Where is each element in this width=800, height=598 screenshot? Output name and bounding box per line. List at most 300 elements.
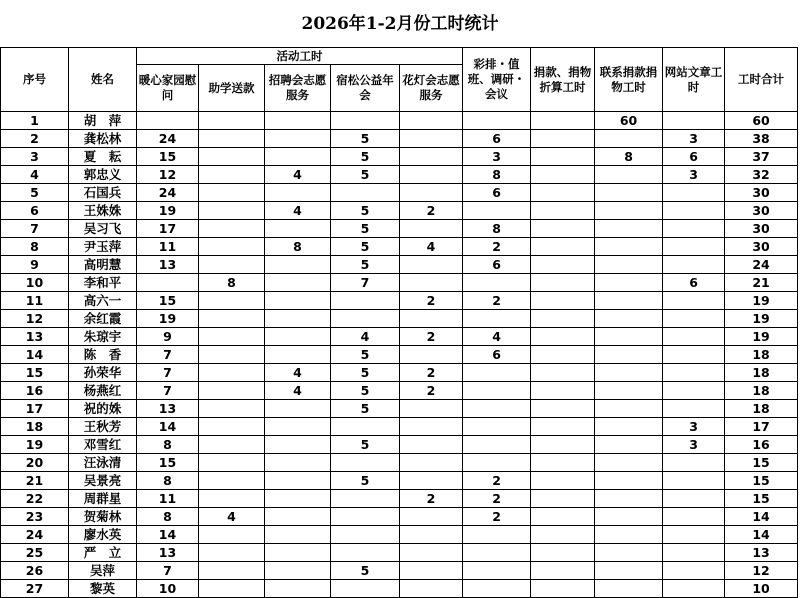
cell-hours (595, 274, 663, 292)
cell-hours (400, 418, 463, 436)
cell-name: 李和平 (69, 274, 137, 292)
cell-hours: 4 (265, 364, 331, 382)
cell-seq: 3 (1, 148, 69, 166)
cell-hours (595, 382, 663, 400)
cell-hours (199, 166, 265, 184)
table-row (1, 490, 798, 508)
cell-hours (531, 346, 595, 364)
table-row (1, 364, 798, 382)
cell-hours (663, 490, 725, 508)
cell-name: 尹玉萍 (69, 238, 137, 256)
cell-hours (265, 328, 331, 346)
cell-hours (400, 166, 463, 184)
cell-hours (663, 292, 725, 310)
cell-hours (595, 130, 663, 148)
cell-hours: 4 (463, 328, 531, 346)
cell-hours: 19 (137, 310, 199, 328)
cell-total: 17 (725, 418, 798, 436)
cell-hours (265, 580, 331, 598)
table-row (1, 346, 798, 364)
cell-total: 18 (725, 382, 798, 400)
cell-hours (595, 454, 663, 472)
cell-hours (663, 238, 725, 256)
table-row (1, 382, 798, 400)
cell-hours (463, 112, 531, 130)
table-row (1, 292, 798, 310)
cell-hours: 3 (663, 436, 725, 454)
cell-seq: 16 (1, 382, 69, 400)
cell-name: 高六一 (69, 292, 137, 310)
cell-hours (199, 454, 265, 472)
cell-hours: 2 (463, 292, 531, 310)
cell-total: 19 (725, 328, 798, 346)
cell-hours (331, 112, 400, 130)
cell-total: 30 (725, 202, 798, 220)
cell-hours (199, 202, 265, 220)
header-name: 姓名 (69, 48, 137, 112)
cell-total: 30 (725, 238, 798, 256)
cell-hours (663, 346, 725, 364)
cell-hours (663, 220, 725, 238)
cell-hours: 15 (137, 292, 199, 310)
table-row (1, 310, 798, 328)
cell-hours (595, 202, 663, 220)
cell-hours: 24 (137, 184, 199, 202)
cell-hours (531, 382, 595, 400)
cell-hours: 5 (331, 130, 400, 148)
cell-hours (265, 418, 331, 436)
cell-hours: 8 (137, 508, 199, 526)
cell-hours (199, 292, 265, 310)
cell-hours (531, 130, 595, 148)
cell-hours: 3 (663, 418, 725, 436)
cell-hours: 4 (331, 328, 400, 346)
cell-total: 15 (725, 454, 798, 472)
cell-hours: 2 (400, 202, 463, 220)
cell-total: 15 (725, 472, 798, 490)
cell-hours: 5 (331, 346, 400, 364)
cell-hours (663, 526, 725, 544)
cell-hours (595, 238, 663, 256)
cell-hours (595, 472, 663, 490)
cell-name: 吴景亮 (69, 472, 137, 490)
cell-hours (663, 454, 725, 472)
cell-name: 胡 萍 (69, 112, 137, 130)
cell-hours (463, 310, 531, 328)
cell-hours (531, 292, 595, 310)
cell-hours: 7 (137, 562, 199, 580)
cell-hours (531, 562, 595, 580)
cell-seq: 13 (1, 328, 69, 346)
cell-hours (663, 202, 725, 220)
cell-hours: 8 (137, 472, 199, 490)
cell-hours: 2 (400, 364, 463, 382)
cell-hours: 5 (331, 400, 400, 418)
cell-hours: 4 (400, 238, 463, 256)
header-row-top (1, 48, 798, 65)
cell-hours (199, 400, 265, 418)
cell-hours: 5 (331, 256, 400, 274)
cell-hours (331, 544, 400, 562)
cell-hours (199, 328, 265, 346)
cell-hours: 13 (137, 256, 199, 274)
cell-hours: 2 (463, 472, 531, 490)
cell-hours (531, 202, 595, 220)
cell-hours (331, 508, 400, 526)
cell-name: 余红霞 (69, 310, 137, 328)
cell-name: 王姝姝 (69, 202, 137, 220)
cell-name: 郭忠义 (69, 166, 137, 184)
cell-total: 60 (725, 112, 798, 130)
cell-hours: 8 (595, 148, 663, 166)
cell-seq: 5 (1, 184, 69, 202)
cell-hours: 11 (137, 238, 199, 256)
cell-hours: 5 (331, 364, 400, 382)
header-website-articles: 网站文章工时 (663, 48, 725, 112)
cell-total: 18 (725, 346, 798, 364)
cell-seq: 19 (1, 436, 69, 454)
cell-hours (531, 454, 595, 472)
cell-hours: 3 (663, 166, 725, 184)
cell-hours (663, 544, 725, 562)
cell-hours (595, 400, 663, 418)
cell-seq: 20 (1, 454, 69, 472)
cell-hours (331, 526, 400, 544)
cell-total: 14 (725, 526, 798, 544)
table-row (1, 148, 798, 166)
cell-seq: 26 (1, 562, 69, 580)
header-rehearsal: 彩排・值班、调研・会议 (463, 48, 531, 112)
cell-hours (531, 544, 595, 562)
cell-seq: 4 (1, 166, 69, 184)
cell-hours (595, 562, 663, 580)
table-row (1, 562, 798, 580)
cell-hours (531, 184, 595, 202)
cell-seq: 9 (1, 256, 69, 274)
cell-hours (265, 472, 331, 490)
cell-total: 32 (725, 166, 798, 184)
cell-hours (265, 310, 331, 328)
cell-hours (400, 526, 463, 544)
table-row (1, 418, 798, 436)
table-row (1, 184, 798, 202)
cell-hours: 5 (331, 148, 400, 166)
cell-hours (331, 184, 400, 202)
cell-hours (265, 544, 331, 562)
cell-hours: 5 (331, 382, 400, 400)
cell-hours (199, 418, 265, 436)
cell-hours (463, 526, 531, 544)
cell-hours (199, 436, 265, 454)
cell-seq: 18 (1, 418, 69, 436)
cell-hours (400, 580, 463, 598)
cell-total: 21 (725, 274, 798, 292)
table-row (1, 454, 798, 472)
cell-hours (199, 490, 265, 508)
cell-hours (265, 220, 331, 238)
cell-hours (199, 256, 265, 274)
header-charity-gala: 宿松公益年会 (331, 65, 400, 112)
cell-hours (265, 526, 331, 544)
cell-hours (400, 346, 463, 364)
table-row (1, 544, 798, 562)
cell-seq: 12 (1, 310, 69, 328)
cell-total: 10 (725, 580, 798, 598)
cell-hours (265, 490, 331, 508)
cell-hours (531, 436, 595, 454)
cell-seq: 22 (1, 490, 69, 508)
cell-hours (400, 256, 463, 274)
cell-hours (199, 184, 265, 202)
cell-hours: 14 (137, 418, 199, 436)
cell-hours (663, 508, 725, 526)
table-row (1, 580, 798, 598)
cell-hours: 8 (463, 220, 531, 238)
cell-name: 杨燕红 (69, 382, 137, 400)
cell-hours (531, 400, 595, 418)
cell-name: 周群星 (69, 490, 137, 508)
cell-seq: 11 (1, 292, 69, 310)
header-warm-home: 暖心家园慰问 (137, 65, 199, 112)
cell-hours: 6 (463, 130, 531, 148)
cell-hours (595, 490, 663, 508)
cell-total: 15 (725, 490, 798, 508)
header-activity-group: 活动工时 (137, 48, 463, 65)
cell-hours (400, 436, 463, 454)
cell-name: 严 立 (69, 544, 137, 562)
header-job-fair: 招聘会志愿服务 (265, 65, 331, 112)
cell-seq: 24 (1, 526, 69, 544)
cell-hours (331, 310, 400, 328)
cell-hours (265, 274, 331, 292)
cell-hours: 4 (265, 166, 331, 184)
cell-total: 12 (725, 562, 798, 580)
cell-hours (265, 148, 331, 166)
cell-hours (663, 400, 725, 418)
header-seq: 序号 (1, 48, 69, 112)
cell-total: 19 (725, 292, 798, 310)
cell-total: 16 (725, 436, 798, 454)
cell-hours (400, 130, 463, 148)
cell-hours: 7 (137, 364, 199, 382)
cell-hours (400, 562, 463, 580)
cell-hours (595, 346, 663, 364)
cell-name: 吴习飞 (69, 220, 137, 238)
cell-hours (531, 508, 595, 526)
table-row (1, 112, 798, 130)
cell-hours (595, 418, 663, 436)
table-row (1, 526, 798, 544)
cell-hours (663, 580, 725, 598)
cell-seq: 15 (1, 364, 69, 382)
cell-hours: 5 (331, 202, 400, 220)
cell-hours (265, 130, 331, 148)
cell-hours (663, 472, 725, 490)
cell-seq: 10 (1, 274, 69, 292)
cell-hours: 12 (137, 166, 199, 184)
header-donation-converted: 捐款、捐物折算工时 (531, 48, 595, 112)
cell-hours (531, 580, 595, 598)
cell-hours: 14 (137, 526, 199, 544)
cell-hours: 7 (137, 346, 199, 364)
cell-hours (663, 184, 725, 202)
cell-name: 朱琼宇 (69, 328, 137, 346)
cell-hours (595, 310, 663, 328)
cell-hours (400, 400, 463, 418)
cell-hours (463, 562, 531, 580)
table-row (1, 238, 798, 256)
cell-hours (595, 580, 663, 598)
cell-hours (663, 310, 725, 328)
table-row (1, 436, 798, 454)
cell-hours (199, 220, 265, 238)
cell-seq: 21 (1, 472, 69, 490)
cell-hours (400, 508, 463, 526)
cell-hours: 4 (265, 382, 331, 400)
cell-hours (199, 346, 265, 364)
cell-hours: 6 (663, 148, 725, 166)
cell-hours (595, 166, 663, 184)
cell-hours: 6 (463, 184, 531, 202)
cell-hours: 2 (463, 508, 531, 526)
cell-hours (265, 346, 331, 364)
cell-hours: 2 (400, 292, 463, 310)
cell-hours: 6 (463, 256, 531, 274)
cell-hours (400, 454, 463, 472)
cell-hours (531, 220, 595, 238)
table-row (1, 328, 798, 346)
cell-total: 19 (725, 310, 798, 328)
cell-hours (595, 364, 663, 382)
header-total: 工时合计 (725, 48, 798, 112)
cell-hours (595, 220, 663, 238)
header-lantern-fair: 花灯会志愿服务 (400, 65, 463, 112)
cell-hours (137, 112, 199, 130)
cell-hours (531, 472, 595, 490)
cell-name: 石国兵 (69, 184, 137, 202)
cell-seq: 14 (1, 346, 69, 364)
cell-hours (463, 418, 531, 436)
cell-hours (531, 166, 595, 184)
cell-hours (531, 328, 595, 346)
cell-name: 贺菊林 (69, 508, 137, 526)
cell-hours: 5 (331, 562, 400, 580)
cell-name: 夏 耘 (69, 148, 137, 166)
cell-hours: 7 (137, 382, 199, 400)
cell-name: 吴萍 (69, 562, 137, 580)
table-row (1, 508, 798, 526)
table-row (1, 472, 798, 490)
cell-hours (199, 238, 265, 256)
cell-hours: 8 (463, 166, 531, 184)
cell-hours: 5 (331, 472, 400, 490)
cell-hours (199, 580, 265, 598)
cell-hours (595, 544, 663, 562)
cell-name: 陈 香 (69, 346, 137, 364)
cell-hours: 6 (663, 274, 725, 292)
cell-hours: 5 (331, 238, 400, 256)
cell-hours (595, 526, 663, 544)
cell-name: 孙荣华 (69, 364, 137, 382)
cell-hours (199, 544, 265, 562)
cell-hours (531, 112, 595, 130)
cell-hours (265, 256, 331, 274)
cell-hours (400, 148, 463, 166)
sheet-title: 2026年1-2月份工时统计 (301, 14, 499, 34)
cell-hours: 9 (137, 328, 199, 346)
cell-total: 24 (725, 256, 798, 274)
cell-name: 高明慧 (69, 256, 137, 274)
cell-hours: 2 (400, 490, 463, 508)
cell-hours (463, 580, 531, 598)
cell-hours (331, 580, 400, 598)
cell-hours (663, 382, 725, 400)
cell-hours: 19 (137, 202, 199, 220)
cell-hours (199, 310, 265, 328)
cell-hours (663, 112, 725, 130)
table-row (1, 256, 798, 274)
cell-hours (199, 472, 265, 490)
cell-hours (531, 490, 595, 508)
cell-hours (531, 148, 595, 166)
cell-seq: 6 (1, 202, 69, 220)
cell-hours (595, 184, 663, 202)
cell-hours: 2 (463, 490, 531, 508)
cell-hours: 10 (137, 580, 199, 598)
cell-hours: 8 (265, 238, 331, 256)
cell-total: 30 (725, 184, 798, 202)
cell-hours: 5 (331, 436, 400, 454)
table-row (1, 166, 798, 184)
cell-hours (463, 454, 531, 472)
cell-hours (199, 562, 265, 580)
cell-hours (463, 544, 531, 562)
cell-hours: 15 (137, 148, 199, 166)
cell-total: 37 (725, 148, 798, 166)
cell-hours: 2 (400, 328, 463, 346)
cell-hours (137, 274, 199, 292)
cell-hours (663, 328, 725, 346)
cell-seq: 2 (1, 130, 69, 148)
cell-hours (400, 220, 463, 238)
cell-hours (531, 256, 595, 274)
cell-hours: 7 (331, 274, 400, 292)
cell-seq: 27 (1, 580, 69, 598)
cell-hours (331, 292, 400, 310)
header-donation-contact: 联系捐款捐物工时 (595, 48, 663, 112)
cell-hours (199, 382, 265, 400)
cell-hours (663, 364, 725, 382)
cell-name: 邓雪红 (69, 436, 137, 454)
cell-hours (595, 292, 663, 310)
hours-table (0, 47, 798, 598)
cell-hours (531, 274, 595, 292)
cell-hours: 17 (137, 220, 199, 238)
cell-total: 13 (725, 544, 798, 562)
cell-hours: 8 (199, 274, 265, 292)
cell-hours (331, 490, 400, 508)
cell-hours (531, 310, 595, 328)
cell-hours (463, 436, 531, 454)
cell-hours (265, 400, 331, 418)
cell-seq: 8 (1, 238, 69, 256)
cell-hours (400, 310, 463, 328)
cell-hours (531, 238, 595, 256)
cell-name: 廖水英 (69, 526, 137, 544)
cell-hours (531, 364, 595, 382)
cell-hours: 5 (331, 166, 400, 184)
cell-hours: 60 (595, 112, 663, 130)
